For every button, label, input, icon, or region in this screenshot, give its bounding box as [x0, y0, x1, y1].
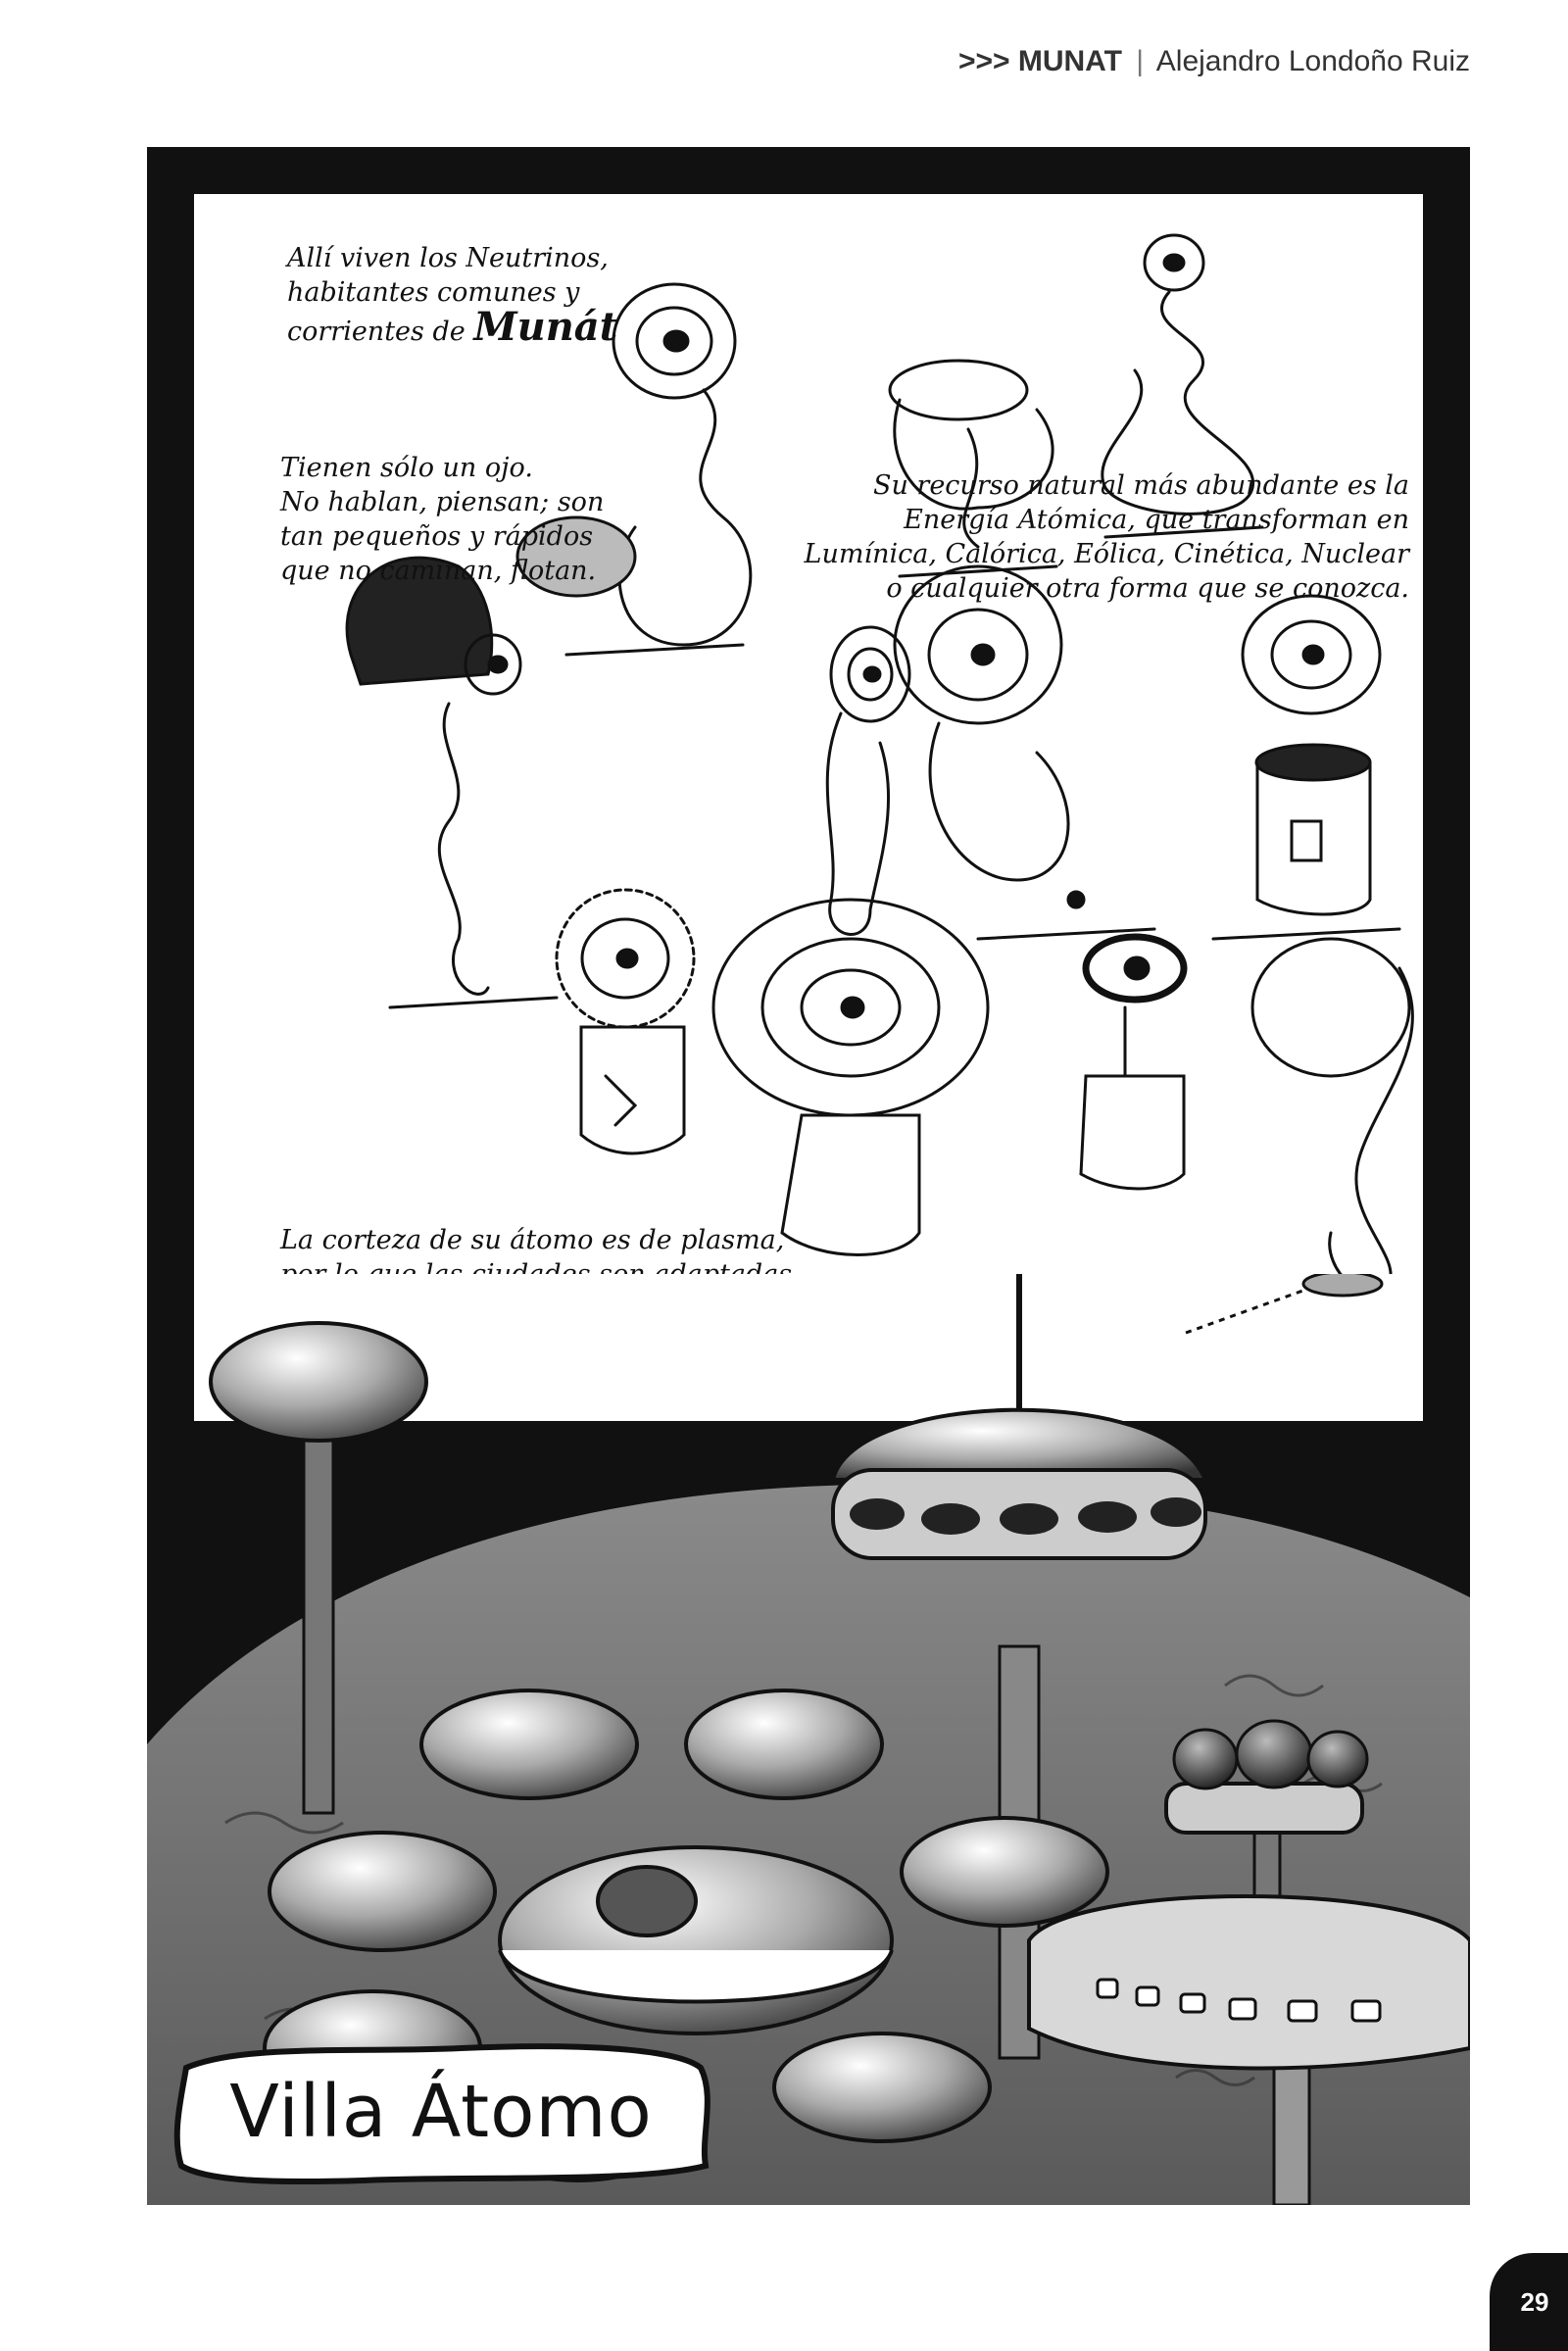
- page-number: 29: [1490, 2253, 1568, 2351]
- illustration-sheet: [194, 194, 1423, 1419]
- comic-panel: [147, 147, 1470, 2205]
- neutrino-figure: [557, 890, 694, 1153]
- neutrino-figure: [713, 900, 988, 1255]
- caption-intro: [287, 241, 699, 349]
- location-title: Villa Átomo: [229, 2070, 653, 2154]
- location-title-sign: [167, 2038, 715, 2185]
- caption-traits: Tienen sólo un ojo. No hablan, piensan; son tan pequeños y rápidos que no caminan, flotan.: [280, 453, 605, 586]
- neutrino-figure: [1213, 596, 1399, 939]
- running-header: [958, 45, 1470, 78]
- neutrino-figure: [1081, 937, 1184, 1189]
- neutrino-figure: [895, 566, 1154, 939]
- caption-intro-lines: Allí viven los Neutrinos, habitantes comunes y corrientes de: [287, 243, 609, 347]
- neutrino-figure: [1252, 939, 1412, 1292]
- header-book-title: MUNAT: [1017, 45, 1122, 77]
- header-separator: |: [1136, 45, 1145, 77]
- neutrino-figure: [827, 627, 1084, 934]
- caption-resource: Su recurso natural más abundante es la Energía Atómica, que transforman en Lumínica, Calórica, Eólica, Cinética, Nuclear o cualquier otra forma que se conozca.: [804, 470, 1409, 604]
- header-author: Alejandro Londoño Ruiz: [1155, 45, 1470, 77]
- caption-crust: La corteza de su átomo es de plasma,: [280, 1225, 785, 1255]
- neutrino-figure: [347, 558, 557, 1007]
- caption-intro-name: Munát: [473, 304, 618, 350]
- header-arrows: >>>: [957, 45, 1010, 77]
